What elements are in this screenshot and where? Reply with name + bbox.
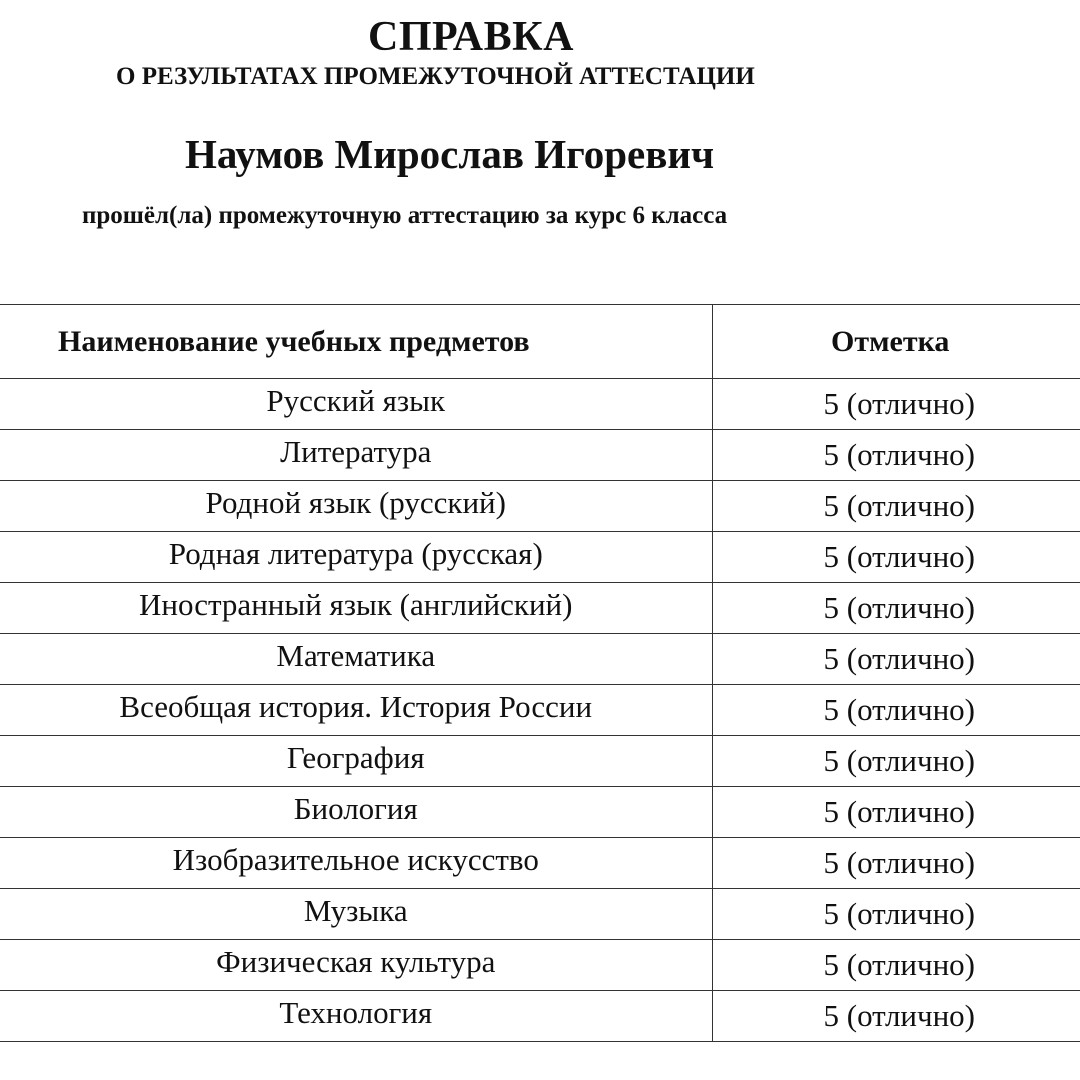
grade-cell: 5 (отлично) [712, 991, 1080, 1042]
table-row [0, 940, 1080, 991]
grade-cell: 5 (отлично) [712, 940, 1080, 991]
grade-cell: 5 (отлично) [712, 634, 1080, 685]
subject-cell: Родная литература (русская) [0, 529, 712, 580]
table-row [0, 889, 1080, 940]
grade-cell: 5 (отлично) [712, 736, 1080, 787]
grade-column-header: Отметка [712, 305, 1080, 379]
subject-cell: Математика [0, 631, 712, 682]
subject-cell: Литература [0, 427, 712, 478]
table-row [0, 481, 1080, 532]
table-row [0, 838, 1080, 889]
table-row [0, 736, 1080, 787]
table-row [0, 430, 1080, 481]
table-header-row [0, 305, 1080, 379]
grades-table [0, 304, 1080, 1042]
attestation-statement: прошёл(ла) промежуточную аттестацию за курс 6 класса [82, 202, 728, 229]
table-body [0, 379, 1080, 1042]
grade-cell: 5 (отлично) [712, 787, 1080, 838]
grade-cell: 5 (отлично) [712, 889, 1080, 940]
subject-cell: Биология [0, 784, 712, 835]
document-title: СПРАВКА [368, 14, 574, 60]
subject-cell: Технология [0, 988, 712, 1039]
subject-cell: География [0, 733, 712, 784]
subject-cell: Изобразительное искусство [0, 835, 712, 886]
subject-cell: Русский язык [0, 376, 712, 427]
grade-cell: 5 (отлично) [712, 532, 1080, 583]
subject-cell: Родной язык (русский) [0, 478, 712, 529]
grade-cell: 5 (отлично) [712, 583, 1080, 634]
table-row [0, 685, 1080, 736]
subject-cell: Физическая культура [0, 937, 712, 988]
table-row [0, 379, 1080, 430]
table-row [0, 532, 1080, 583]
grade-cell: 5 (отлично) [712, 430, 1080, 481]
table-row [0, 787, 1080, 838]
student-name: Наумов Мирослав Игоревич [185, 131, 715, 177]
grade-cell: 5 (отлично) [712, 685, 1080, 736]
subject-cell: Иностранный язык (английский) [0, 580, 712, 631]
grade-cell: 5 (отлично) [712, 838, 1080, 889]
subject-cell: Всеобщая история. История России [0, 682, 712, 733]
grade-cell: 5 (отлично) [712, 481, 1080, 532]
document-subtitle: О РЕЗУЛЬТАТАХ ПРОМЕЖУТОЧНОЙ АТТЕСТАЦИИ [116, 63, 755, 90]
grade-cell: 5 (отлично) [712, 379, 1080, 430]
table-row [0, 991, 1080, 1042]
subject-cell: Музыка [0, 886, 712, 937]
table-row [0, 583, 1080, 634]
table-row [0, 634, 1080, 685]
subject-column-header: Наименование учебных предметов [0, 305, 712, 379]
